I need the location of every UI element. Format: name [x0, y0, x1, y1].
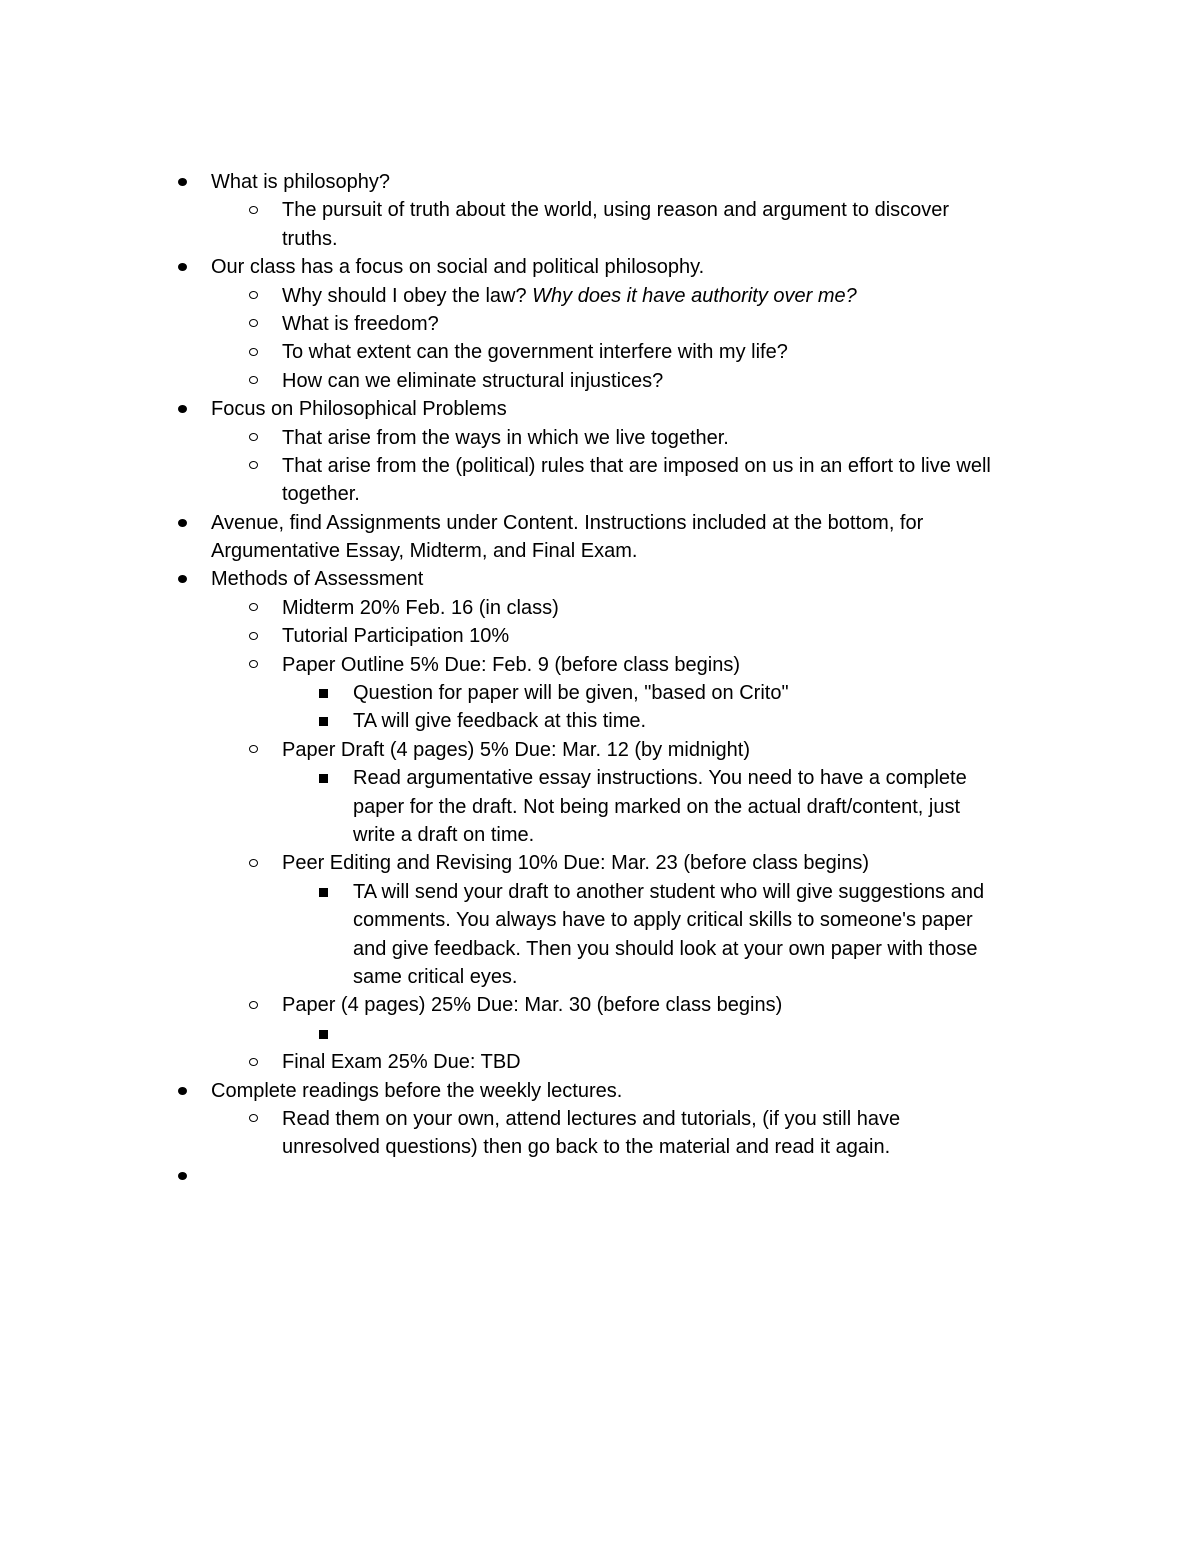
list-item-line [0, 821, 1200, 849]
circle-bullet-icon [249, 745, 258, 753]
list-item-text: comments. You always have to apply critical skills to someone's paper [353, 909, 973, 932]
list-item-line [0, 935, 1200, 963]
list-item-line [0, 565, 1200, 593]
list-item-line [0, 906, 1200, 934]
list-item-line [0, 651, 1200, 679]
list-item-line [0, 963, 1200, 991]
disc-bullet-icon [178, 178, 187, 186]
list-item-line [0, 282, 1200, 310]
list-item-text: Tutorial Participation 10% [282, 625, 510, 648]
list-item-line [0, 1162, 1200, 1190]
list-item-text: Focus on Philosophical Problems [211, 398, 507, 421]
list-item-text: Avenue, find Assignments under Content. Instructions included at the bottom, for [211, 511, 924, 534]
italic-question: Why does it have authority over me? [532, 284, 857, 307]
list-item-line [0, 878, 1200, 906]
list-item-text: Methods of Assessment [211, 568, 424, 591]
list-item-text: Paper Outline 5% Due: Feb. 9 (before class begins) [282, 653, 741, 676]
circle-bullet-icon [249, 632, 258, 640]
list-item-text: and give feedback. Then you should look at your own paper with those [353, 937, 978, 960]
list-item-line [0, 537, 1200, 565]
list-item-text: Complete readings before the weekly lectures. [211, 1079, 623, 1102]
circle-bullet-icon [249, 291, 258, 299]
list-item-line [0, 594, 1200, 622]
list-item-line [0, 991, 1200, 1019]
list-item-text: TA will send your draft to another student who will give suggestions and [353, 880, 985, 903]
list-item-text: truths. [282, 227, 338, 250]
list-item-text: How can we eliminate structural injustices? [282, 369, 664, 392]
list-item-line [0, 793, 1200, 821]
list-item-line [0, 338, 1200, 366]
list-item-line [0, 1048, 1200, 1076]
square-bullet-icon [319, 689, 328, 698]
list-item-line [0, 395, 1200, 423]
list-item-text: Final Exam 25% Due: TBD [282, 1051, 521, 1074]
square-bullet-icon [319, 717, 328, 726]
list-item-line [0, 168, 1200, 196]
list-item-text: That arise from the (political) rules that are imposed on us in an effort to live well [282, 454, 991, 477]
disc-bullet-icon [178, 1172, 187, 1180]
list-item-text: write a draft on time. [353, 823, 535, 846]
circle-bullet-icon [249, 433, 258, 441]
circle-bullet-icon [249, 348, 258, 356]
document-body [0, 168, 1200, 1190]
list-item-text: What is freedom? [282, 312, 439, 335]
list-item-text: Paper (4 pages) 25% Due: Mar. 30 (before class begins) [282, 994, 783, 1017]
disc-bullet-icon [178, 263, 187, 271]
square-bullet-icon [319, 1030, 328, 1039]
circle-bullet-icon [249, 206, 258, 214]
list-item-line [0, 1020, 1200, 1048]
list-item-line [0, 225, 1200, 253]
square-bullet-icon [319, 888, 328, 897]
list-item-line [0, 367, 1200, 395]
list-item-line [0, 736, 1200, 764]
list-item-text: TA will give feedback at this time. [353, 710, 647, 733]
disc-bullet-icon [178, 575, 187, 583]
list-item-line [0, 310, 1200, 338]
list-item-line [0, 424, 1200, 452]
list-item-text: together. [282, 483, 360, 506]
list-item-text: Paper Draft (4 pages) 5% Due: Mar. 12 (by midnight) [282, 738, 750, 761]
list-item-line [0, 707, 1200, 735]
list-item-line [0, 764, 1200, 792]
list-item-text: Our class has a focus on social and political philosophy. [211, 256, 705, 279]
list-item-line [0, 679, 1200, 707]
list-item-text: unresolved questions) then go back to the material and read it again. [282, 1136, 891, 1159]
list-item-text: To what extent can the government interfere with my life? [282, 341, 788, 364]
list-item-text: Why should I obey the law? Why does it have authority over me? [282, 284, 857, 307]
circle-bullet-icon [249, 603, 258, 611]
list-item-text: Midterm 20% Feb. 16 (in class) [282, 596, 559, 619]
circle-bullet-icon [249, 859, 258, 867]
list-item-line [0, 509, 1200, 537]
list-item-line [0, 1077, 1200, 1105]
list-item-line [0, 1105, 1200, 1133]
circle-bullet-icon [249, 1001, 258, 1009]
list-item-line [0, 196, 1200, 224]
list-item-text: Read them on your own, attend lectures and tutorials, (if you still have [282, 1107, 901, 1130]
list-item-line [0, 253, 1200, 281]
circle-bullet-icon [249, 461, 258, 469]
list-item-line [0, 480, 1200, 508]
list-item-text: That arise from the ways in which we live together. [282, 426, 729, 449]
disc-bullet-icon [178, 519, 187, 527]
list-item-text: Peer Editing and Revising 10% Due: Mar. 23 (before class begins) [282, 852, 869, 875]
square-bullet-icon [319, 774, 328, 783]
list-item-text: paper for the draft. Not being marked on the actual draft/content, just [353, 795, 961, 818]
list-item-line [0, 452, 1200, 480]
circle-bullet-icon [249, 660, 258, 668]
list-item-text: What is philosophy? [211, 171, 390, 193]
list-item-line [0, 849, 1200, 877]
list-item-text: Read argumentative essay instructions. You need to have a complete [353, 767, 967, 790]
list-item-text: same critical eyes. [353, 965, 518, 988]
list-item-text: The pursuit of truth about the world, using reason and argument to discover [282, 199, 950, 222]
circle-bullet-icon [249, 1114, 258, 1122]
list-item-text: Question for paper will be given, "based on Crito" [353, 682, 789, 705]
circle-bullet-icon [249, 376, 258, 384]
disc-bullet-icon [178, 1087, 187, 1095]
disc-bullet-icon [178, 405, 187, 413]
list-item-text: Argumentative Essay, Midterm, and Final Exam. [211, 540, 638, 563]
list-item-line [0, 1133, 1200, 1161]
circle-bullet-icon [249, 1058, 258, 1066]
list-item-line [0, 622, 1200, 650]
circle-bullet-icon [249, 319, 258, 327]
